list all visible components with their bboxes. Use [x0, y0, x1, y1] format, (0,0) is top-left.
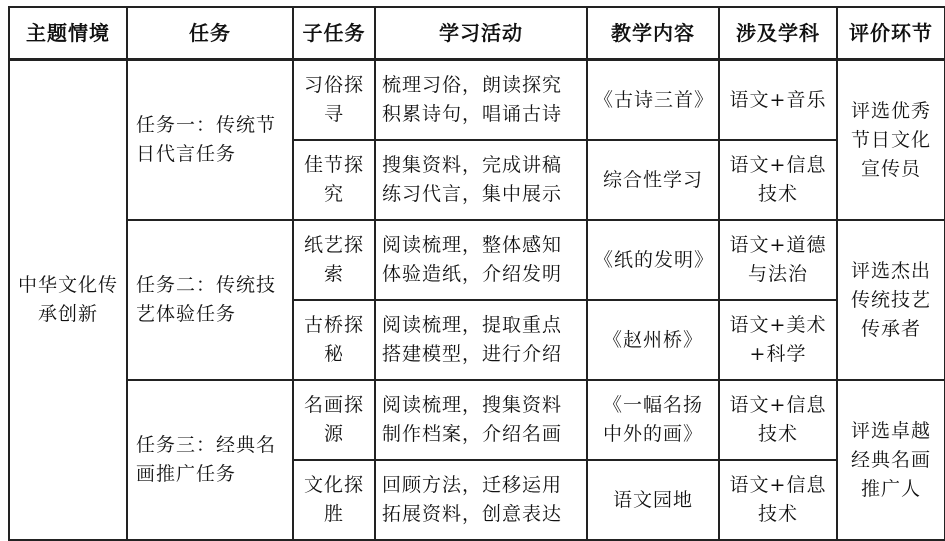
task-name: 任务一：传统节日代言任务 [127, 60, 293, 221]
activity-cell: 阅读梳理，搜集资料制作档案，介绍名画 [375, 380, 587, 460]
content-cell: 《赵州桥》 [587, 300, 719, 380]
content-cell: 《古诗三首》 [587, 60, 719, 141]
table-row [9, 220, 945, 300]
subtask-name: 名画探源 [293, 380, 375, 460]
subtask-name: 纸艺探索 [293, 220, 375, 300]
subjects-cell: 语文+信息技术 [719, 140, 837, 220]
header-activity: 学习活动 [375, 7, 587, 60]
subjects-cell: 语文+道德与法治 [719, 220, 837, 300]
curriculum-table [8, 6, 945, 541]
header-theme: 主题情境 [9, 7, 127, 60]
header-evaluation: 评价环节 [837, 7, 945, 60]
content-cell: 综合性学习 [587, 140, 719, 220]
content-cell: 《纸的发明》 [587, 220, 719, 300]
theme-cell: 中华文化传承创新 [9, 60, 127, 541]
activity-cell: 梳理习俗，朗读探究积累诗句，唱诵古诗 [375, 60, 587, 141]
evaluation-cell: 评选杰出传统技艺传承者 [837, 220, 945, 380]
task-name: 任务三：经典名画推广任务 [127, 380, 293, 540]
activity-cell: 阅读梳理，提取重点搭建模型，进行介绍 [375, 300, 587, 380]
activity-cell: 阅读梳理，整体感知体验造纸，介绍发明 [375, 220, 587, 300]
header-content: 教学内容 [587, 7, 719, 60]
task-name: 任务二：传统技艺体验任务 [127, 220, 293, 380]
evaluation-cell: 评选优秀节日文化宣传员 [837, 60, 945, 221]
subtask-name: 习俗探寻 [293, 60, 375, 141]
subjects-cell: 语文+信息技术 [719, 460, 837, 540]
header-subjects: 涉及学科 [719, 7, 837, 60]
table-row [9, 380, 945, 460]
subtask-name: 佳节探究 [293, 140, 375, 220]
header-task: 任务 [127, 7, 293, 60]
subjects-cell: 语文+美术+科学 [719, 300, 837, 380]
header-subtask: 子任务 [293, 7, 375, 60]
subjects-cell: 语文+音乐 [719, 60, 837, 141]
subtask-name: 文化探胜 [293, 460, 375, 540]
header-row [9, 7, 945, 60]
activity-cell: 回顾方法，迁移运用拓展资料，创意表达 [375, 460, 587, 540]
content-cell: 语文园地 [587, 460, 719, 540]
content-cell: 《一幅名扬中外的画》 [587, 380, 719, 460]
subjects-cell: 语文+信息技术 [719, 380, 837, 460]
subtask-name: 古桥探秘 [293, 300, 375, 380]
activity-cell: 搜集资料，完成讲稿练习代言，集中展示 [375, 140, 587, 220]
evaluation-cell: 评选卓越经典名画推广人 [837, 380, 945, 540]
table-row [9, 60, 945, 141]
